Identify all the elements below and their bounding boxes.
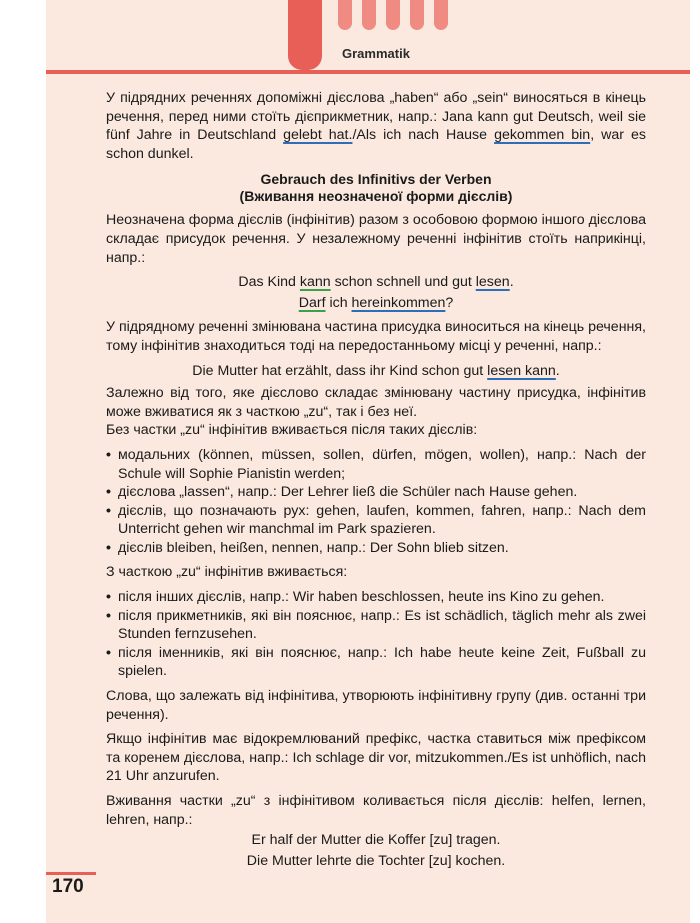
- without-zu-list: [106, 446, 646, 558]
- section-heading: Gebrauch des Infinitivs der Verben (Вживання неозначеної форми дієслів): [239, 171, 513, 205]
- intro-paragraph: У підрядних реченнях допоміжні дієслова „haben“ або „sein“ виносяться в кінець речення, перед ними стоїть дієприкметник, напр.: Jana kann gut Deutsch, weil sie fünf Jahre in Deutschland gelebt hat./Als ich nach Hause gekommen bin, war es schon dunkel.: [106, 90, 646, 162]
- header-bars-decoration: [338, 0, 448, 30]
- page-number: 170: [52, 876, 84, 897]
- footer-rule: [46, 872, 96, 875]
- list-item: • після інших дієслів, напр.: Wir haben beschlossen, heute ins Kino zu gehen.: [106, 588, 646, 607]
- right-margin: [690, 0, 700, 923]
- example-sentence: Die Mutter lehrte die Tochter [zu] kochen.: [246, 852, 506, 869]
- example-sentence: Das Kind kann schon schnell und gut lesen.: [238, 274, 514, 291]
- underlined-phrase: gelebt hat.: [283, 127, 353, 144]
- example-sentence: Darf ich hereinkommen?: [298, 294, 454, 311]
- example-sentence: Er half der Mutter die Koffer [zu] tragen.: [251, 832, 501, 849]
- page-content: [106, 89, 646, 872]
- header-rule: [46, 70, 690, 74]
- paragraph: Вживання частки „zu“ з інфінітивом коливається після дієслів: helfen, lernen, lehren, напр.:: [106, 793, 646, 828]
- list-item: • після іменників, які він пояснює, напр.: Ich habe heute keine Zeit, Fußball zu spielen.: [106, 644, 646, 681]
- paragraph: Якщо інфінітив має відокремлюваний префікс, частка ставиться між префіксом та коренем дієслова, напр.: Ich schlage dir vor, mitzukommen./Es ist unhöflich, nach 21 Uhr anzurufen.: [106, 731, 646, 785]
- list-item: • модальних (können, müssen, sollen, dürfen, mögen, wollen), напр.: Nach der Schule will Sophie Pianistin werden;: [106, 446, 646, 483]
- with-zu-list: [106, 588, 646, 681]
- paragraph: Залежно від того, яке дієслово складає змінювану частину присудка, інфінітив може вживатися як з часткою „zu“, так і без неї.: [106, 385, 646, 420]
- header-tab-decoration: [288, 0, 322, 70]
- section-title: Grammatik: [342, 46, 410, 61]
- list-item: • після прикметників, які він пояснює, напр.: Es ist schädlich, täglich mehr als zwei Stunden fernzusehen.: [106, 607, 646, 644]
- list-item: • дієслова „lassen“, напр.: Der Lehrer ließ die Schüler nach Hause gehen.: [106, 483, 646, 502]
- paragraph: Слова, що залежать від інфінітива, утворюють інфінітивну групу (див. останні три речення).: [106, 688, 646, 723]
- left-margin: [0, 0, 46, 923]
- underlined-phrase: gekommen bin: [494, 127, 591, 144]
- list-item: • дієслів, що позначають рух: gehen, laufen, kommen, fahren, напр.: Nach dem Unterricht gehen wir manchmal im Park spazieren.: [106, 502, 646, 539]
- example-sentence: Die Mutter hat erzählt, dass ihr Kind schon gut lesen kann.: [192, 362, 560, 379]
- paragraph: Неозначена форма дієслів (інфінітив) разом з особовою формою іншого дієслова складає присудок речення. У незалежному реченні інфінітив стоїть наприкінці, напр.:: [106, 212, 646, 266]
- list-item: • дієслів bleiben, heißen, nennen, напр.: Der Sohn blieb sitzen.: [106, 539, 646, 558]
- list-lead: З часткою „zu“ інфінітив вживається:: [106, 564, 348, 581]
- list-lead: Без частки „zu“ інфінітив вживається після таких дієслів:: [106, 422, 478, 439]
- paragraph: У підрядному реченні змінювана частина присудка виноситься на кінець речення, тому інфінітив знаходиться тоді на передостанньому місці у реченні, напр.:: [106, 319, 646, 354]
